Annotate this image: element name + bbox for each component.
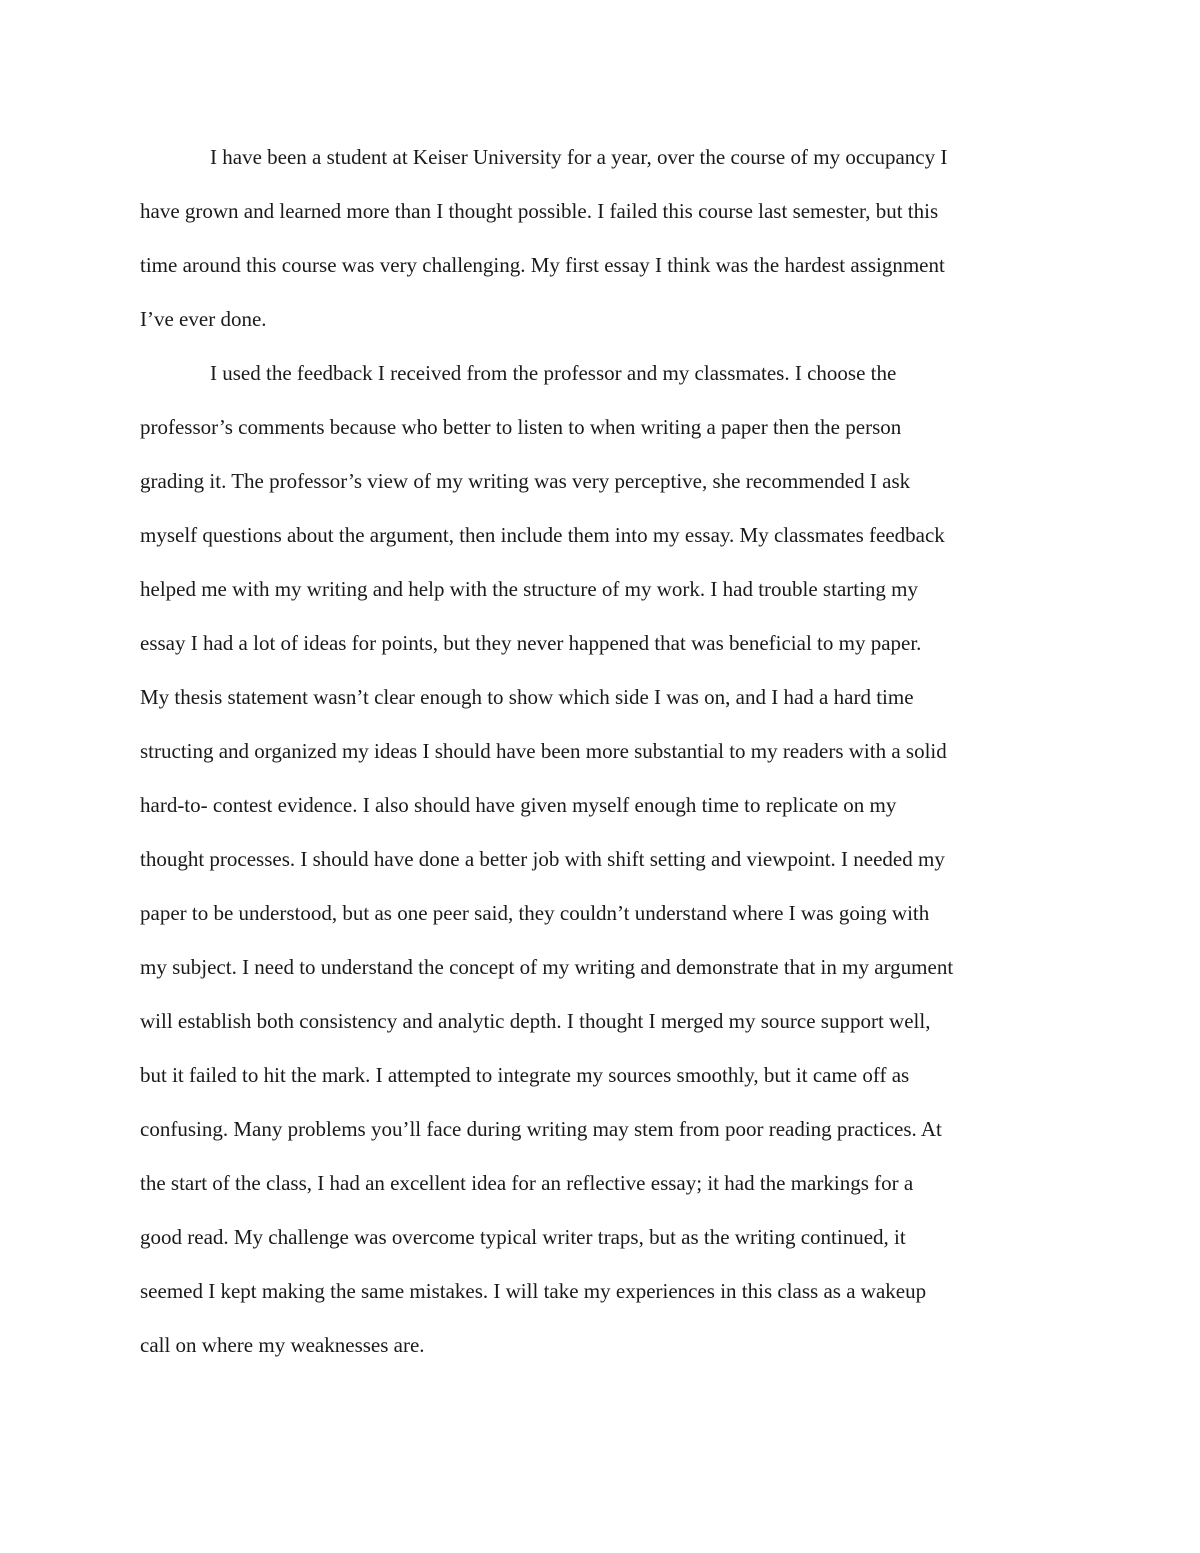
paragraph-2-line-4: myself questions about the argument, then include them into my essay. My classmates feedback bbox=[140, 523, 945, 547]
paragraph-1-line-2: have grown and learned more than I thought possible. I failed this course last semester, but this bbox=[140, 199, 939, 223]
paragraph-2-line-3: grading it. The professor’s view of my writing was very perceptive, she recommended I ask bbox=[140, 469, 911, 493]
paragraph-2-line-1: I used the feedback I received from the professor and my classmates. I choose the bbox=[210, 361, 897, 385]
paragraph-2-line-8: structing and organized my ideas I should have been more substantial to my readers with a solid bbox=[140, 739, 947, 763]
paragraph-2-line-15: confusing. Many problems you’ll face during writing may stem from poor reading practices. At bbox=[140, 1117, 942, 1141]
paragraph-2-line-18: seemed I kept making the same mistakes. I will take my experiences in this class as a wakeup bbox=[140, 1279, 927, 1303]
paragraph-2-line-10: thought processes. I should have done a better job with shift setting and viewpoint. I needed my bbox=[140, 847, 945, 871]
paragraph-2-line-14: but it failed to hit the mark. I attempted to integrate my sources smoothly, but it came off as bbox=[140, 1063, 910, 1087]
paragraph-2-line-17: good read. My challenge was overcome typical writer traps, but as the writing continued, it bbox=[140, 1225, 906, 1249]
paragraph-2-line-9: hard-to- contest evidence. I also should have given myself enough time to replicate on my bbox=[140, 793, 897, 817]
paragraph-1-line-4: I’ve ever done. bbox=[140, 307, 267, 331]
essay-body bbox=[140, 130, 1070, 1372]
paragraph-2-line-2: professor’s comments because who better to listen to when writing a paper then the person bbox=[140, 415, 902, 439]
paragraph-2-line-16: the start of the class, I had an excellent idea for an reflective essay; it had the markings for a bbox=[140, 1171, 914, 1195]
paragraph-2-line-5: helped me with my writing and help with the structure of my work. I had trouble starting my bbox=[140, 577, 919, 601]
paragraph-1-line-1: I have been a student at Keiser University for a year, over the course of my occupancy I bbox=[210, 145, 948, 169]
paragraph-2-line-11: paper to be understood, but as one peer said, they couldn’t understand where I was going with bbox=[140, 901, 930, 925]
paragraph-2-line-19: call on where my weaknesses are. bbox=[140, 1333, 425, 1357]
paragraph-2-line-13: will establish both consistency and analytic depth. I thought I merged my source support well, bbox=[140, 1009, 931, 1033]
paragraph-2-line-12: my subject. I need to understand the concept of my writing and demonstrate that in my argument bbox=[140, 955, 954, 979]
paragraph-2-line-6: essay I had a lot of ideas for points, but they never happened that was beneficial to my paper. bbox=[140, 631, 922, 655]
paragraph-1-line-3: time around this course was very challenging. My first essay I think was the hardest assignment bbox=[140, 253, 945, 277]
paragraph-2-line-7: My thesis statement wasn’t clear enough to show which side I was on, and I had a hard time bbox=[140, 685, 914, 709]
